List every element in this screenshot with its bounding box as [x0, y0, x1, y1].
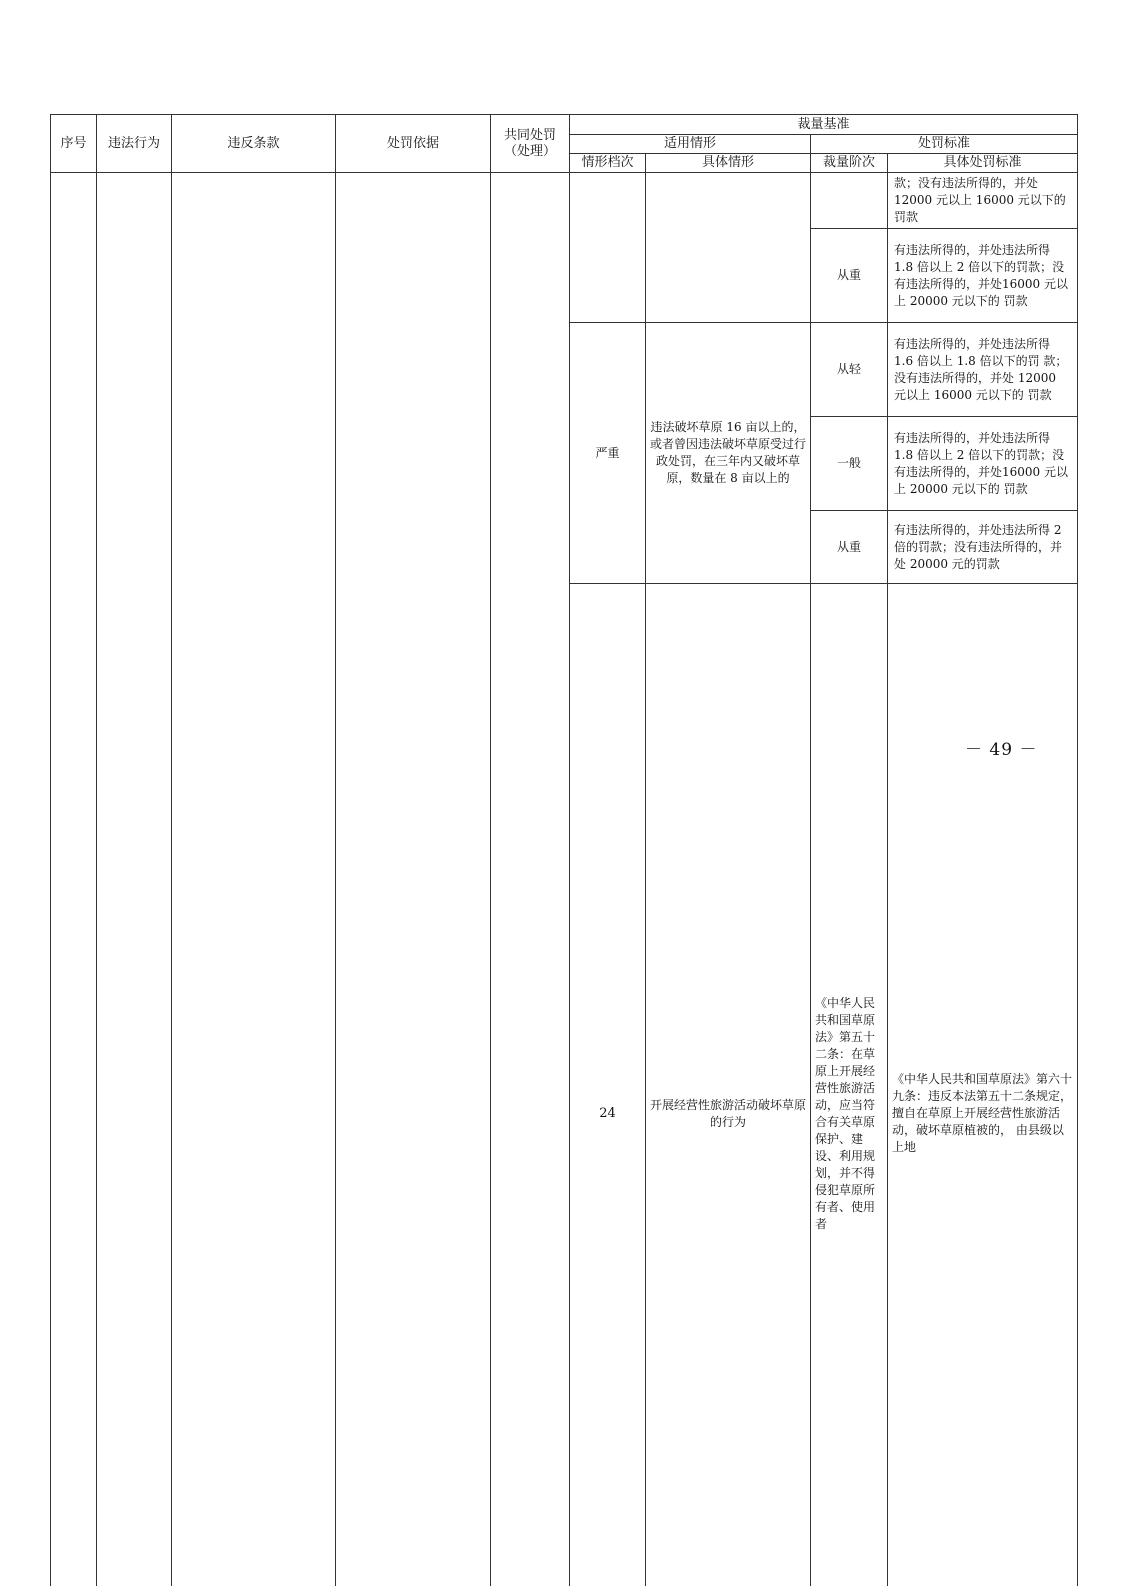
cont-level-cell — [570, 173, 646, 323]
cont-std-cell: 款；没有违法所得的，并处12000 元以上 16000 元以下的 罚款 — [888, 173, 1078, 229]
stage-severe-normal: 一般 — [811, 417, 888, 511]
std-severe-normal: 有违法所得的，并处违法所得 1.8 倍以上 2 倍以下的罚款；没有违法所得的，并处16000 元以上 20000 元以下的 罚款 — [888, 417, 1078, 511]
page-number: － 49 － — [965, 735, 1037, 760]
cont-seq-cell — [51, 173, 97, 1586]
header-behavior: 违法行为 — [97, 115, 172, 173]
cont-stage-cell — [811, 173, 888, 229]
row-clause: 《中华人民共和国草原法》第五十二条：在草原上开展经营性旅游活动，应当符合有关草原保护、建设、利用规划，并不得侵犯草原所有者、使用者 — [811, 584, 888, 1586]
header-level: 情形档次 — [570, 154, 646, 173]
level-severe: 严重 — [570, 323, 646, 584]
row-number: 24 — [570, 584, 646, 1586]
row-behavior: 开展经营性旅游活动破坏草原的行为 — [646, 584, 811, 1586]
header-seq: 序号 — [51, 115, 97, 173]
std-severe-heavy: 有违法所得的，并处违法所得 2 倍的罚款；没有违法所得的，并处 20000 元的罚款 — [888, 511, 1078, 584]
header-basis: 处罚依据 — [336, 115, 491, 173]
discretion-table — [50, 114, 1078, 1586]
header-discretion: 裁量基准 — [570, 115, 1078, 135]
cont-joint-cell — [491, 173, 570, 1586]
header-situation: 具体情形 — [646, 154, 811, 173]
stage-heavy: 从重 — [811, 229, 888, 323]
cont-clause-cell — [172, 173, 336, 1586]
std-heavy: 有违法所得的，并处违法所得 1.8 倍以上 2 倍以下的罚款；没有违法所得的，并处16000 元以上 20000 元以下的 罚款 — [888, 229, 1078, 323]
situation-severe: 违法破坏草原 16 亩以上的，或者曾因违法破坏草原受过行政处罚，在三年内又破坏草原，数量在 8 亩以上的 — [646, 323, 811, 584]
stage-severe-light: 从轻 — [811, 323, 888, 417]
cont-basis-cell — [336, 173, 491, 1586]
cont-situation-cell — [646, 173, 811, 323]
header-joint: 共同处罚（处理） — [491, 115, 570, 173]
header-clause: 违反条款 — [172, 115, 336, 173]
stage-severe-heavy: 从重 — [811, 511, 888, 584]
cont-behavior-cell — [97, 173, 172, 1586]
header-standard: 处罚标准 — [811, 135, 1078, 154]
row-basis: 《中华人民共和国草原法》第六十九条：违反本法第五十二条规定，擅自在草原上开展经营性旅游活动，破坏草原植被的， 由县级以上地 — [888, 584, 1078, 1586]
header-specific: 具体处罚标准 — [888, 154, 1078, 173]
header-applicable: 适用情形 — [570, 135, 811, 154]
header-stage: 裁量阶次 — [811, 154, 888, 173]
std-severe-light: 有违法所得的，并处违法所得 1.6 倍以上 1.8 倍以下的罚 款；没有违法所得的，并处 12000 元以上 16000 元以下的 罚款 — [888, 323, 1078, 417]
